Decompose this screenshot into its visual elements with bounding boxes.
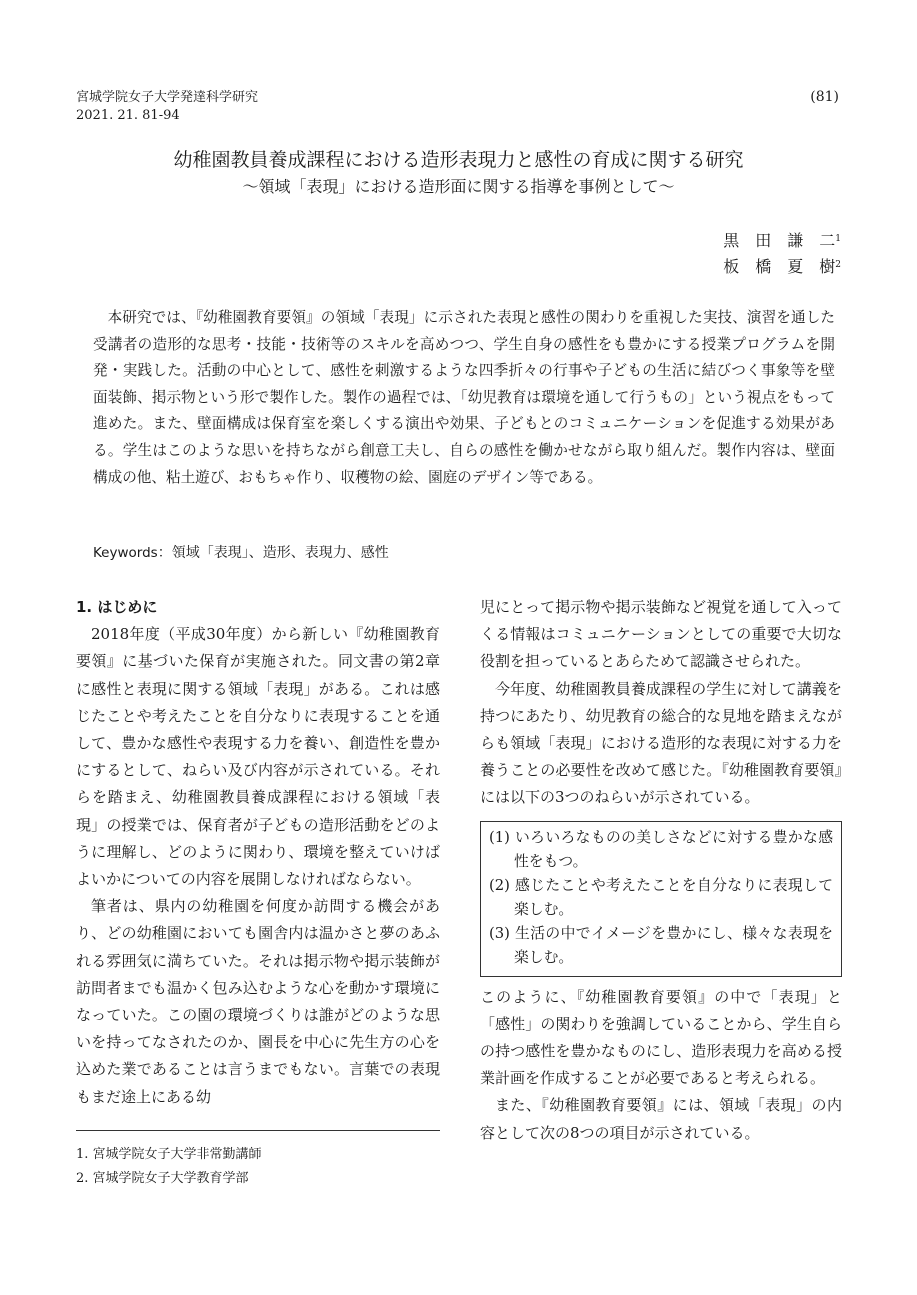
aim-item: (2) 感じたことや考えたことを自分なりに表現して楽しむ。: [489, 876, 833, 918]
section-heading: 1. はじめに: [76, 598, 158, 616]
author-2: 板 橋 夏 樹$^2$: [723, 257, 841, 276]
paragraph: 2018年度（平成30年度）から新しい『幼稚園教育要領』に基づいた保育が実施された。同文書の第2章に感性と表現に関する領域「表現」がある。これは感じたことや考えたことを自分なりに表現することを通して、豊かな感性や表現する力を養い、創造性を豊かにするとして、ねらい及び内容が示されている。それらを踏まえ、幼稚園教員養成課程における領域「表現」の授業では、保育者が子どもの造形活動をどのように理解し、どのように関わり、環境を整えていけばよいかについての内容を展開しなければならない。: [76, 625, 440, 889]
author-1: 黒 田 謙 二$^1$: [723, 231, 841, 250]
paragraph: このように、『幼稚園教育要領』の中で「表現」と「感性」の関わりを強調していることから、学生自らの持つ感性を豊かなものにし、造形表現力を高める授業計画を作成することが必要であると考えられる。: [480, 987, 842, 1088]
footnotes: [76, 1143, 262, 1191]
keywords-label: Keywords: [93, 545, 158, 561]
paragraph: また、『幼稚園教育要領』には、領域「表現」の内容として次の8つの項目が示されている。: [480, 1096, 842, 1142]
journal-name: 宮城学院女子大学発達科学研究: [76, 90, 259, 105]
footnote-divider: [76, 1130, 440, 1131]
paper-title: 幼稚園教員養成課程における造形表現力と感性の育成に関する研究: [173, 149, 744, 171]
keywords: [93, 542, 389, 562]
aim-item: (3) 生活の中でイメージを豊かにし、様々な表現を楽しむ。: [489, 924, 833, 966]
aims-box: [480, 821, 842, 977]
footnote-2: 2. 宮城学院女子大学教育学部: [76, 1171, 249, 1186]
paragraph: 児にとって掲示物や掲示装飾など視覚を通して入ってくる情報はコミュニケーションとしての重要で大切な役割を担っているとあらためて認識させられた。: [480, 598, 842, 671]
body-column-right: [480, 594, 842, 1147]
footnote-1: 1. 宮城学院女子大学非常勤講師: [76, 1147, 262, 1162]
keywords-list: ：領域「表現」、造形、表現力、感性: [157, 545, 389, 561]
aim-item: (1) いろいろなものの美しさなどに対する豊かな感性をもつ。: [489, 828, 833, 870]
paragraph: 筆者は、県内の幼稚園を何度か訪問する機会があり、どの幼稚園においても園舎内は温かさと夢のあふれる雰囲気に満ちていた。それは掲示物や掲示装飾が訪問者までも温かく包み込むような心を動かす環境になっていた。この園の環境づくりは誰がどのような思いを持ってなされたのか、園長を中心に先生方の心を込めた業であることは言うまでもない。言葉での表現もまだ途上にある幼: [76, 897, 440, 1106]
journal-citation: 2021. 21. 81-94: [76, 108, 180, 123]
paragraph: 今年度、幼稚園教員養成課程の学生に対して講義を持つにあたり、幼児教育の総合的な見地を踏まえながらも領域「表現」における造形的な表現に対する力を養うことの必要性を改めて感じた。『幼稚園教育要領』には以下の3つのねらいが示されている。: [480, 679, 842, 807]
body-column-left: [76, 594, 440, 1111]
page-number: (81): [810, 89, 839, 105]
paper-subtitle: 〜領域「表現」における造形面に関する指導を事例として〜: [242, 177, 675, 196]
abstract: 本研究では、『幼稚園教育要領』の領域「表現」に示された表現と感性の関わりを重視した実技、演習を通した受講者の造形的な思考・技能・技術等のスキルを高めつつ、学生自身の感性をも豊かにする授業プログラムを開発・実践した。活動の中心として、感性を刺激するような四季折々の行事や子どもの生活に結びつく事象等を壁面装飾、掲示物という形で製作した。製作の過程では、「幼児教育は環境を通して行うもの」という視点をもって進めた。また、壁面構成は保育室を楽しくする演出や効果、子どもとのコミュニケーションを促進する効果がある。学生はこのような思いを持ちながら創意工夫し、自らの感性を働かせながら取り組んだ。製作内容は、壁面構成の他、粘土遊び、おもちゃ作り、収穫物の絵、園庭のデザイン等である。: [93, 309, 835, 486]
journal-header: [76, 89, 258, 125]
author-list: [723, 228, 841, 280]
